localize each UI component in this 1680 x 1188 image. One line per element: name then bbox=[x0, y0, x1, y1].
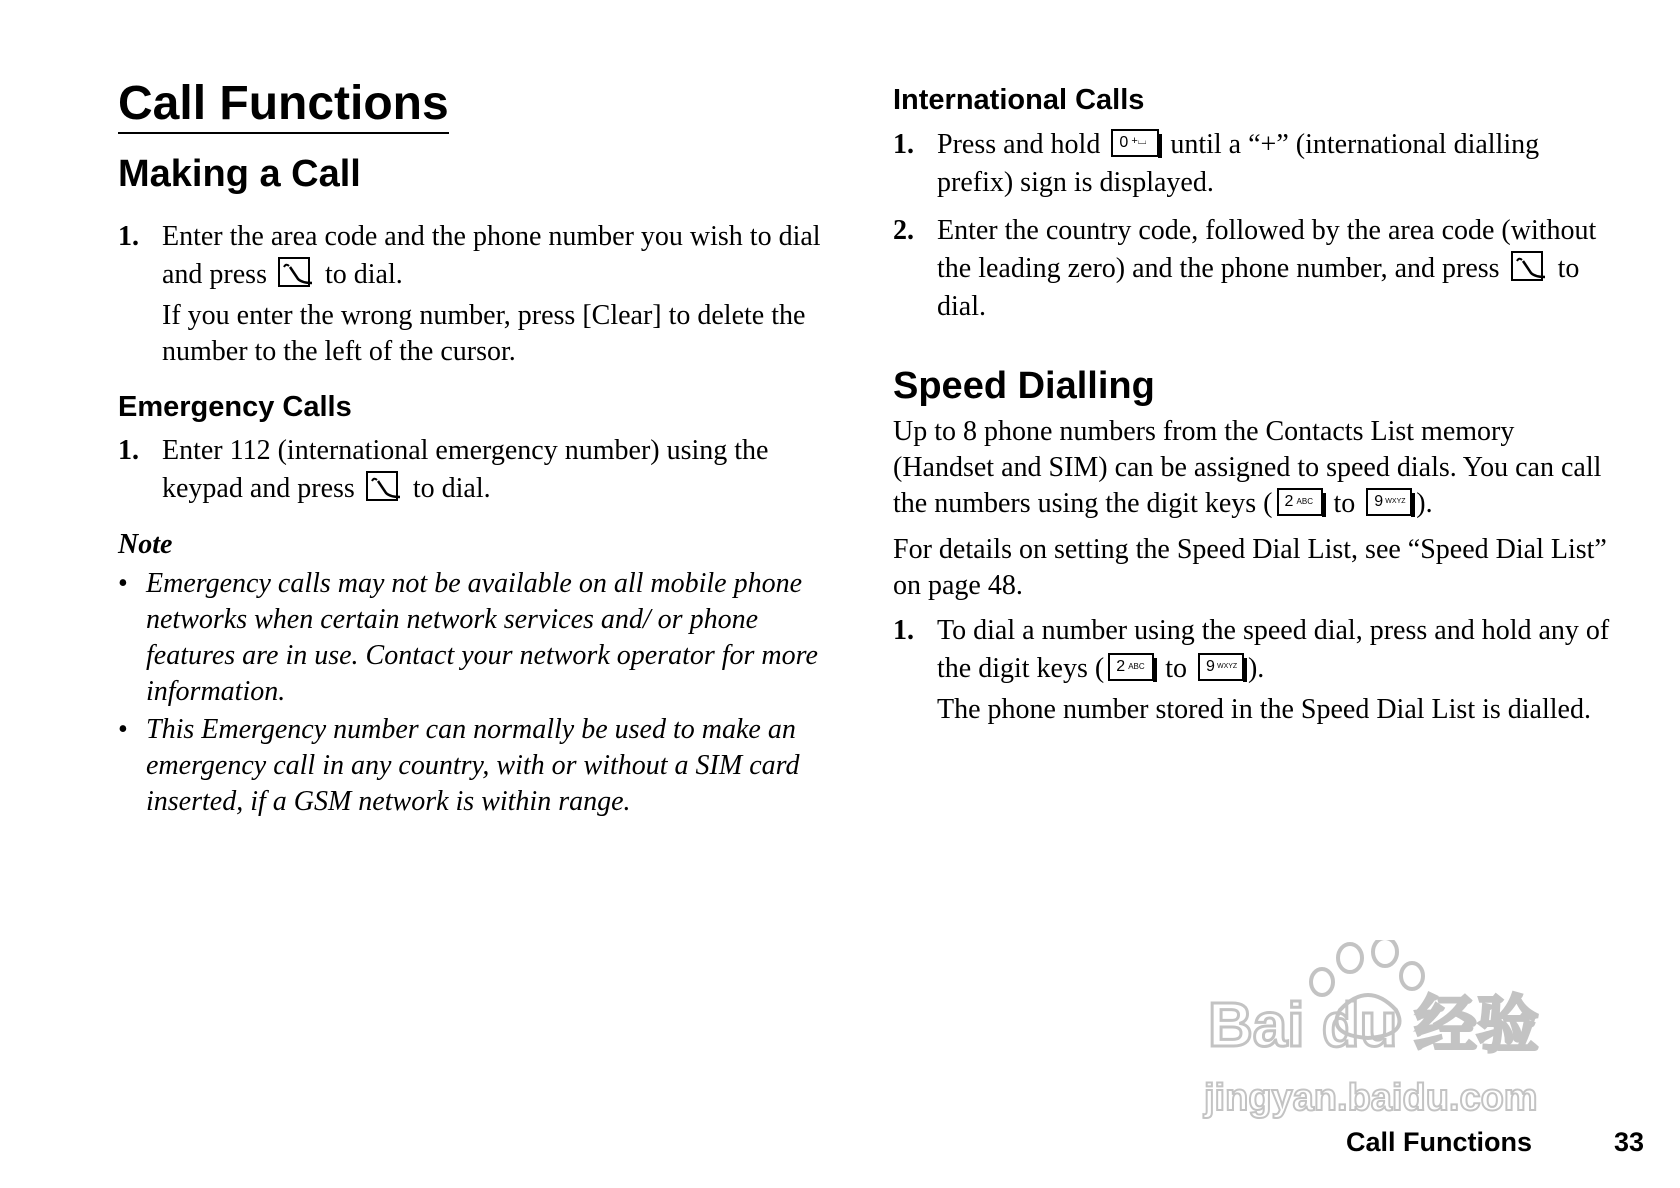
step-text-end: to dial. bbox=[412, 473, 491, 504]
step-text-end: to dial. bbox=[937, 253, 1580, 322]
bullet-marker: • bbox=[118, 568, 128, 599]
heading-making-a-call: Making a Call bbox=[118, 153, 361, 195]
speed-dial-step-1: 1. To dial a number using the speed dial, press and hold any of the digit keys ( 2 ABC to 9 WXYZ ). bbox=[893, 612, 1613, 688]
baidu-jingyan-watermark bbox=[1200, 940, 1600, 1130]
send-key-icon bbox=[1511, 251, 1547, 283]
footer-section-label: Call Functions bbox=[1346, 1127, 1533, 1157]
step-text: Enter the country code, followed by the area code (without the leading zero) and the phone number, and press bbox=[937, 215, 1597, 284]
send-key-icon bbox=[366, 471, 402, 503]
note-bullet-1 bbox=[118, 566, 830, 710]
svg-text:jingyan.baidu.com: jingyan.baidu.com bbox=[1204, 1077, 1538, 1119]
speed-dial-details: For details on setting the Speed Dial List, see “Speed Dial List” on page 48. bbox=[893, 534, 1607, 601]
heading-international-calls: International Calls bbox=[893, 84, 1145, 116]
step-text-end: to dial. bbox=[324, 259, 403, 290]
making-call-step-1 bbox=[118, 218, 830, 294]
speed-dial-intro: Up to 8 phone numbers from the Contacts List memory (Handset and SIM) can be assigned to speed dials. You can call the numbers using the digit keys ( 2 ABC to 9 WXYZ ). bbox=[893, 416, 1602, 519]
step-number: 1. bbox=[893, 129, 914, 160]
zero-key-icon: 0 +⌴ bbox=[1111, 129, 1159, 157]
step-text: Press and hold bbox=[937, 129, 1101, 160]
note-title: Note bbox=[118, 529, 173, 560]
step-text: Enter 112 (international emergency number) using the keypad and press bbox=[162, 435, 769, 504]
heading-emergency-calls: Emergency Calls bbox=[118, 391, 352, 423]
nine-key-icon: 9 WXYZ bbox=[1366, 488, 1412, 516]
international-step-2 bbox=[893, 212, 1613, 326]
nine-key-icon: 9 WXYZ bbox=[1198, 653, 1244, 681]
emergency-step-1 bbox=[118, 432, 830, 508]
note-text: Emergency calls may not be available on all mobile phone networks when certain network services and/ or phone features are in use. Contact your network operator for more information. bbox=[146, 568, 818, 707]
step-text-end: until a “+” (international dialling prefix) sign is displayed. bbox=[937, 129, 1540, 198]
send-key-icon bbox=[278, 257, 314, 289]
svg-text:Bai du 经验: Bai du 经验 bbox=[1208, 991, 1539, 1060]
step-text: Enter the area code and the phone number you wish to dial and press bbox=[162, 221, 821, 290]
speed-dial-result: The phone number stored in the Speed Dial List is dialled. bbox=[937, 694, 1591, 725]
step-number: 1. bbox=[118, 435, 139, 466]
note-text: This Emergency number can normally be used to make an emergency call in any country, with or without a SIM card inserted, if a GSM network is within range. bbox=[146, 714, 800, 817]
step-number: 1. bbox=[118, 221, 139, 252]
bullet-marker: • bbox=[118, 714, 128, 745]
international-step-1 bbox=[893, 126, 1613, 202]
page-title: Call Functions bbox=[118, 78, 449, 134]
two-key-icon: 2 ABC bbox=[1277, 488, 1323, 516]
step-number: 1. bbox=[893, 615, 914, 646]
making-call-clear-note: If you enter the wrong number, press [Clear] to delete the number to the left of the cursor. bbox=[162, 300, 806, 367]
note-bullet-2 bbox=[118, 712, 830, 820]
page-number: 33 bbox=[1614, 1127, 1645, 1157]
two-key-icon: 2 ABC bbox=[1108, 653, 1154, 681]
heading-speed-dialling: Speed Dialling bbox=[893, 365, 1155, 407]
step-number: 2. bbox=[893, 215, 914, 246]
